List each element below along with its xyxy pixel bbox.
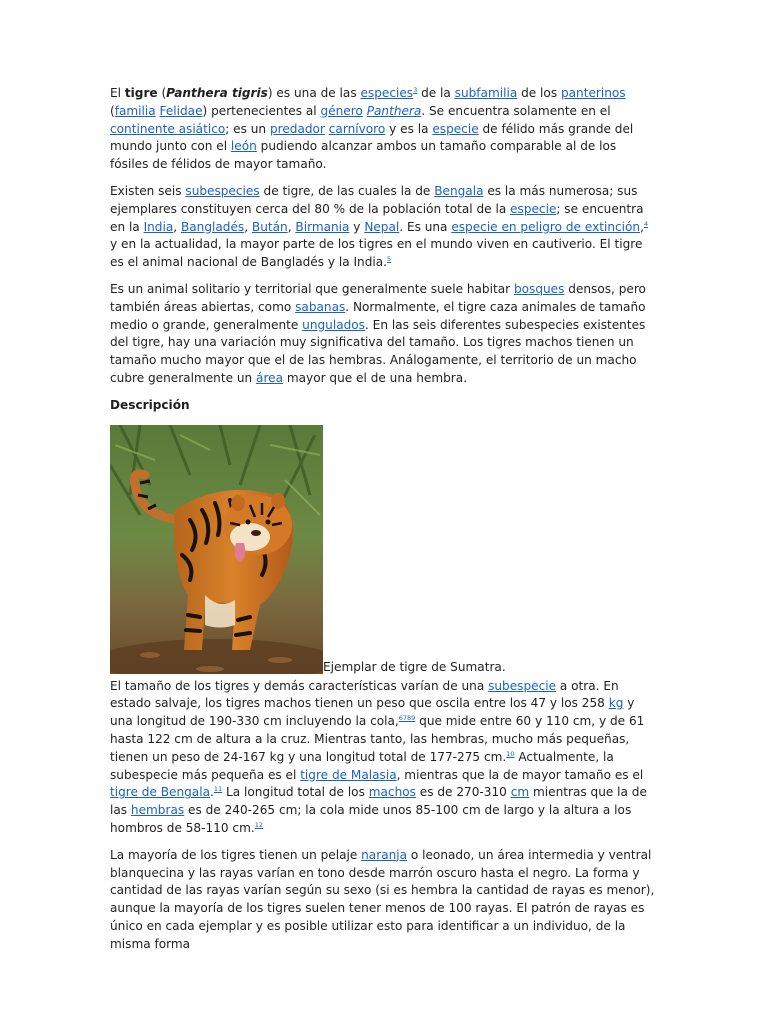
link-subespecies[interactable]: subespecies xyxy=(185,183,260,198)
figure xyxy=(110,425,658,674)
reference-link[interactable]: 3 xyxy=(413,86,418,94)
text: y es la xyxy=(385,121,433,136)
text: . Normalmente, el tigre caza animales de tamaño medio o grande, generalmente xyxy=(110,299,646,332)
text: ; se encuentra en la xyxy=(110,201,644,234)
link-especies[interactable]: especies xyxy=(360,86,414,100)
link-especie[interactable]: especie xyxy=(432,121,479,136)
link-naranja[interactable]: naranja xyxy=(361,847,408,862)
link-kg[interactable]: kg xyxy=(608,696,624,711)
text: y una longitud de 190-330 cm incluyendo la cola, xyxy=(110,696,635,729)
text: es la más numerosa; sus ejemplares constituyen cerca del 80 % de la población total de la xyxy=(110,183,638,216)
text: . Es una xyxy=(399,219,452,234)
section-heading: Descripción xyxy=(110,397,190,412)
link-sabanas[interactable]: sabanas xyxy=(295,299,346,314)
text: , xyxy=(287,219,296,234)
text: densos, pero también áreas abiertas, como xyxy=(110,281,646,314)
text: pudiendo alcanzar ambos un tamaño comparable al de los fósiles de félidos de mayor tamaño. xyxy=(110,139,617,172)
link-area[interactable]: área xyxy=(256,370,284,385)
link-butan[interactable]: Bután xyxy=(251,219,288,234)
reference-link[interactable]: 4 xyxy=(643,219,649,228)
link-bengala[interactable]: Bengala xyxy=(434,183,484,198)
link-hembras[interactable]: hembras xyxy=(130,803,185,818)
text: mientras que la de las xyxy=(110,785,647,818)
link-subfamilia[interactable]: subfamilia xyxy=(454,86,518,100)
link-felidae[interactable]: Felidae xyxy=(159,103,203,118)
link-banglades[interactable]: Bangladés xyxy=(180,219,245,234)
link-panthera[interactable]: Panthera xyxy=(366,103,422,118)
text: y xyxy=(349,219,365,234)
paragraph-subspecies xyxy=(110,183,658,272)
text: . En las seis diferentes subespecies existentes del tigre, hay una variación muy significativa del tamaño. Los tigres machos tienen un tamaño mucho mayor que el de las hembras. Análogamente, el territorio de un macho cubre generalmente un xyxy=(110,317,646,385)
paragraph-habitat xyxy=(110,281,658,388)
link-genero[interactable]: género xyxy=(320,103,363,118)
text: El tamaño de los tigres y demás características varían de una xyxy=(110,678,489,693)
link-ungulados[interactable]: ungulados xyxy=(302,317,365,332)
text: , xyxy=(173,219,181,234)
paragraph-fur xyxy=(110,847,658,954)
link-subespecie[interactable]: subespecie xyxy=(488,678,557,693)
text: El xyxy=(110,86,125,100)
text: Actualmente, la subespecie más pequeña es el xyxy=(110,749,614,782)
text: mayor que el de una hembra. xyxy=(283,370,468,385)
reference-link[interactable]: 11 xyxy=(213,785,223,794)
tiger-illustration xyxy=(110,425,323,674)
text: La longitud total de los xyxy=(222,785,369,800)
text: es de 240-265 cm; la cola mide unos 85-100 cm de largo y la altura a los hombros de 58-110 cm. xyxy=(110,803,632,835)
link-especie[interactable]: especie xyxy=(510,201,557,216)
reference-link[interactable]: 6789 xyxy=(398,714,416,723)
text: de tigre, de las cuales la de xyxy=(259,183,435,198)
reference-link[interactable]: 10 xyxy=(506,749,515,758)
link-panterinos[interactable]: panterinos xyxy=(560,86,626,100)
text: de los xyxy=(517,86,561,100)
text: ) es una de las xyxy=(267,86,361,100)
paragraph-intro xyxy=(110,85,658,174)
scientific-name: Panthera tigris xyxy=(166,86,268,100)
text: es de 270-310 xyxy=(415,785,511,800)
text: a otra. En estado salvaje, los tigres machos tienen un peso que oscila entre los 47 y los 258 xyxy=(110,678,619,711)
figure-caption: Ejemplar de tigre de Sumatra. xyxy=(323,659,506,674)
link-especie-en-peligro[interactable]: especie en peligro de extinción xyxy=(451,219,641,234)
text: . xyxy=(210,785,214,800)
tiger-photo xyxy=(110,425,323,674)
text: ; es un xyxy=(225,121,270,136)
text: , mientras que la de mayor tamaño es el xyxy=(396,767,644,782)
paragraph-size xyxy=(110,678,658,838)
link-machos[interactable]: machos xyxy=(368,785,416,800)
reference-link[interactable]: 5 xyxy=(387,255,392,264)
link-india[interactable]: India xyxy=(143,219,174,234)
text: Es un animal solitario y territorial que generalmente suele habitar xyxy=(110,281,514,296)
text: , xyxy=(640,219,644,234)
link-leon[interactable]: león xyxy=(230,139,257,154)
text: de la xyxy=(417,86,455,100)
link-birmania[interactable]: Birmania xyxy=(295,219,350,234)
text: ( xyxy=(110,103,115,118)
text: La mayoría de los tigres tienen un pelaje xyxy=(110,847,362,862)
link-cm[interactable]: cm xyxy=(510,785,530,800)
text: o leonado, un área intermedia y ventral blanquecina y las rayas varían en tono desde marrón oscuro hasta el negro. La forma y cantidad de las rayas varían según su sexo (si es hembra la cantidad de rayas es menor), aunque la mayoría de los tigres suelen tener menos de 100 rayas. El patrón de rayas es único en cada ejemplar y es posible utilizar esto para identificar a un individuo, de la misma forma xyxy=(110,847,655,951)
reference-link[interactable]: 12 xyxy=(254,820,263,829)
link-familia[interactable]: familia xyxy=(114,103,156,118)
link-tigre-de-malasia[interactable]: tigre de Malasia xyxy=(300,767,397,782)
link-nepal[interactable]: Nepal xyxy=(364,219,400,234)
link-bosques[interactable]: bosques xyxy=(513,281,565,296)
text: ( xyxy=(157,86,167,100)
link-continente-asiatico[interactable]: continente asiático xyxy=(110,121,226,136)
text: que mide entre 60 y 110 cm, y de 61 hasta 122 cm de altura a la cruz. Mientras tanto, las hembras, mucho más pequeñas, tienen un peso de 24-167 kg y una longitud total de 177-275 cm. xyxy=(110,714,645,764)
link-predador[interactable]: predador xyxy=(269,121,325,136)
link-tigre-de-bengala[interactable]: tigre de Bengala xyxy=(110,785,210,800)
text: Existen seis xyxy=(110,183,186,198)
document-body xyxy=(110,85,658,963)
text: ) pertenecientes al xyxy=(202,103,321,118)
text: y en la actualidad, la mayor parte de los tigres en el mundo viven en cautiverio. El tigre es el animal nacional de Bangladés y la India. xyxy=(110,237,643,270)
link-carnivoro[interactable]: carnívoro xyxy=(328,121,386,136)
text: . Se encuentra solamente en el xyxy=(421,103,611,118)
text: , xyxy=(244,219,252,234)
bold-term: tigre xyxy=(124,86,158,100)
text: de félido más grande del mundo junto con el xyxy=(110,121,634,154)
